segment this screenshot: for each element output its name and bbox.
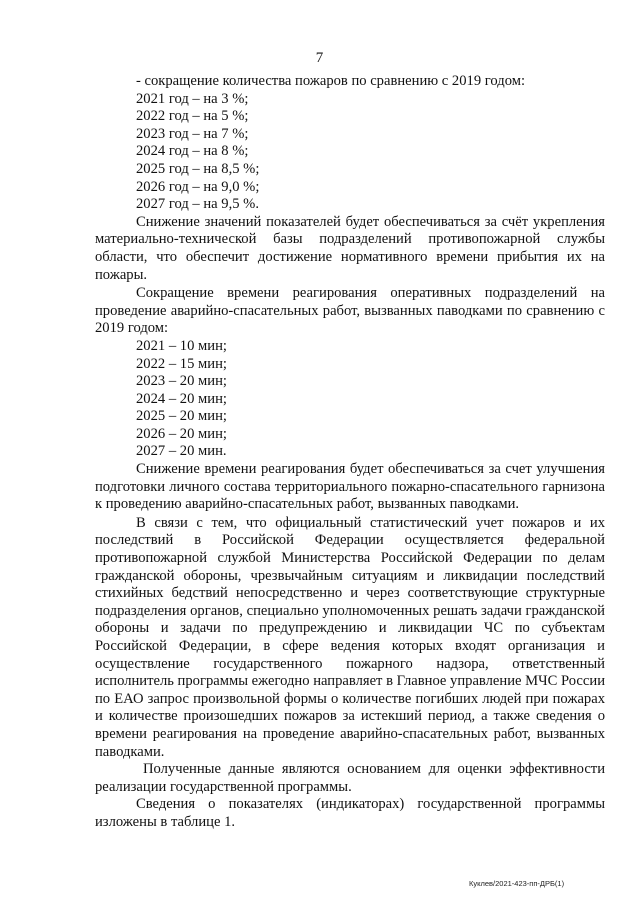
response-target-item: 2027 – 20 мин.: [136, 443, 227, 460]
document-registration-code: Куклев/2021-423-пп-ДРБ(1): [469, 879, 565, 888]
indicators-paragraph: Сведения о показателях (индикаторах) государственной программы изложены в таблице 1.: [95, 796, 605, 830]
document-body: [95, 73, 605, 832]
page-number: 7: [315, 50, 324, 66]
response-intro-paragraph: Сокращение времени реагирования оперативных подразделений на проведение аварийно-спасательных работ, вызванных паводками по сравнению с 2019 годом:: [95, 285, 605, 337]
response-target-item: 2022 – 15 мин;: [136, 355, 227, 372]
evaluation-paragraph: Полученные данные являются основанием для оценки эффективности реализации государственной программы.: [95, 761, 605, 795]
response-target-item: 2024 – 20 мин;: [136, 390, 227, 407]
response-target-item: 2025 – 20 мин;: [136, 408, 227, 425]
fires-target-list: [95, 91, 605, 214]
fires-target-item: 2026 год – на 9,0 %;: [136, 178, 260, 195]
fires-target-item: 2024 год – на 8 %;: [136, 143, 249, 160]
response-target-item: 2026 – 20 мин;: [136, 425, 227, 442]
fires-target-item: 2025 год – на 8,5 %;: [136, 160, 260, 177]
fires-target-item: 2027 год – на 9,5 %.: [136, 196, 259, 213]
response-target-item: 2023 – 20 мин;: [136, 373, 227, 390]
fires-target-item: 2023 год – на 7 %;: [136, 125, 249, 142]
response-conclusion-paragraph: Снижение времени реагирования будет обеспечиваться за счет улучшения подготовки личного состава территориального пожарно-спасательного гарнизона к проведению аварийно-спасательных работ, вызванных паводками.: [95, 461, 605, 513]
statistics-paragraph: В связи с тем, что официальный статистический учет пожаров и их последствий в Российской Федерации осуществляется федеральной противопожарной службой Министерства Российской Федерации по делам гражданской обороны, чрезвычайным ситуациям и ликвидации последствий стихийных бедствий непосредственно и через соответствующие структурные подразделения органов, специально уполномоченных решать задачи гражданской обороны и задачи по предупреждению и ликвидации ЧС по субъектам Российской Федерации, в сфере ведения которых входят организация и осуществление государственного пожарного надзора, ответственный исполнитель программы ежегодно направляет в Главное управление МЧС России по ЕАО запрос произвольной формы о количестве погибших людей при пожарах и количестве произошедших пожаров за истекший период, а также сведения о времени реагирования на проведение аварийно-спасательных работ, вызванных паводками.: [95, 514, 605, 760]
fires-target-item: 2021 год – на 3 %;: [136, 90, 249, 107]
response-target-list: [95, 338, 605, 461]
fires-intro: - сокращение количества пожаров по сравнению с 2019 годом:: [136, 73, 525, 89]
fires-conclusion-paragraph: Снижение значений показателей будет обеспечиваться за счёт укрепления материально-технической базы подразделений противопожарной службы области, что обеспечит достижение нормативного времени прибытия их на пожары.: [95, 213, 605, 283]
response-target-item: 2021 – 10 мин;: [136, 337, 227, 354]
fires-target-item: 2022 год – на 5 %;: [136, 108, 249, 125]
